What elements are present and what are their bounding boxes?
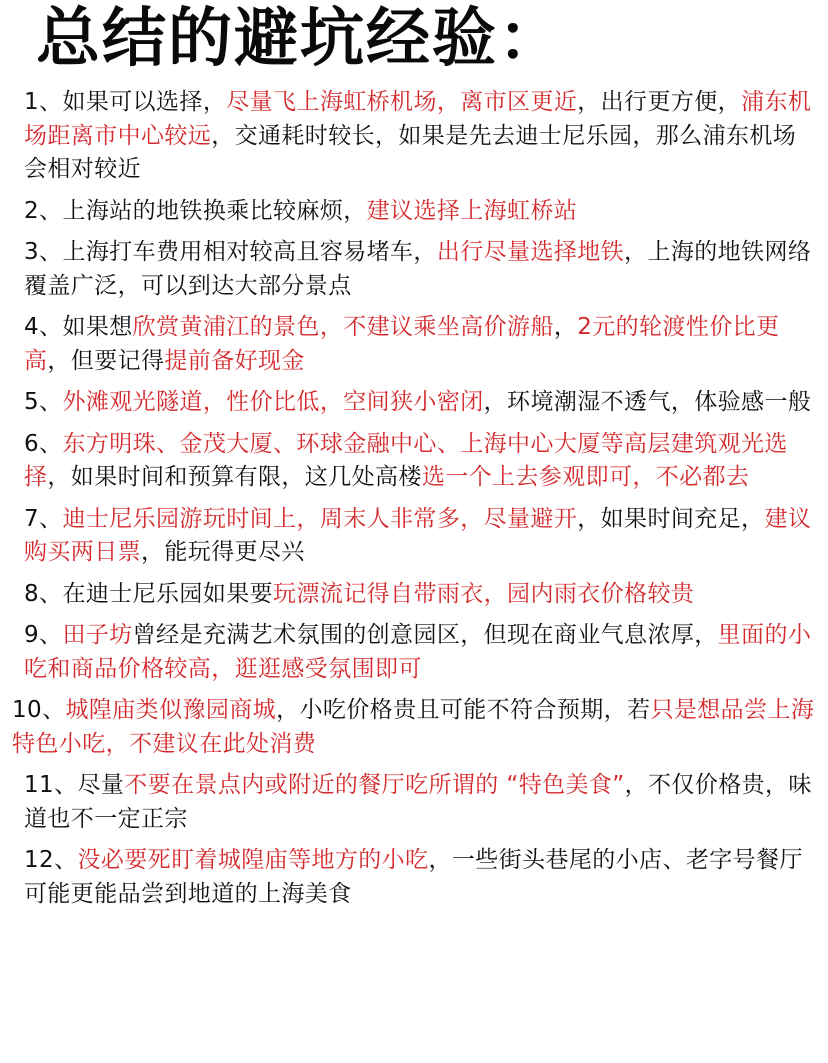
tip-highlight: 外滩观光隧道，性价比低，空间狭小密闭 bbox=[62, 389, 484, 415]
tips-list bbox=[12, 86, 816, 919]
tip-highlight: 欣赏黄浦江的景色，不建议乘坐高价游船 bbox=[132, 314, 554, 340]
tip-item bbox=[12, 311, 816, 378]
tip-item bbox=[12, 619, 816, 686]
tip-text: 如果可以选择， bbox=[62, 89, 227, 115]
tip-highlight: 迪士尼乐园游玩时间上，周末人非常多，尽量避开 bbox=[62, 505, 578, 532]
tip-highlight: 建议选择上海虹桥站 bbox=[366, 197, 578, 224]
page-title: 总结的避坑经验： bbox=[36, 2, 564, 76]
tip-number: 8、 bbox=[24, 580, 63, 607]
tip-highlight: 没必要死盯着城隍庙等地方的小吃 bbox=[77, 847, 429, 873]
tip-text: ，不仅价格贵，味道也不一定正宗 bbox=[24, 772, 812, 832]
tip-item bbox=[12, 503, 816, 570]
tip-text: ，交通耗时较长，如果是先去迪士尼乐园，那么浦东机场会相对较近 bbox=[24, 122, 797, 182]
tip-item bbox=[12, 236, 816, 303]
tip-item bbox=[12, 428, 816, 495]
tip-highlight: 浦东机场距离市中心较远 bbox=[24, 89, 812, 149]
tip-item bbox=[12, 578, 816, 612]
tip-text: ，环境潮湿不透气，体验感一般 bbox=[483, 389, 812, 415]
tip-number: 3、 bbox=[24, 239, 63, 265]
tip-highlight: 田子坊 bbox=[62, 622, 133, 648]
tip-text: ，但要记得 bbox=[47, 347, 165, 374]
tip-text: 尽量 bbox=[77, 772, 125, 798]
tip-highlight: 出行尽量选择地铁 bbox=[436, 239, 625, 265]
tip-number: 9、 bbox=[24, 622, 63, 648]
tip-text: ，出行更方便， bbox=[577, 89, 742, 115]
tip-text: 在迪士尼乐园如果要 bbox=[62, 580, 274, 607]
tip-text: ，能玩得更尽兴 bbox=[141, 539, 305, 565]
tip-number: 7、 bbox=[24, 505, 63, 532]
tip-highlight: 城隍庙类似豫园商城 bbox=[65, 697, 277, 723]
tip-text: ， bbox=[553, 314, 578, 340]
tip-number: 5、 bbox=[24, 389, 63, 415]
tip-item bbox=[12, 769, 816, 836]
tip-highlight: 提前备好现金 bbox=[164, 347, 305, 374]
tip-number: 10、 bbox=[12, 697, 66, 723]
tip-highlight: 尽量飞上海虹桥机场，离市区更近 bbox=[226, 89, 578, 115]
tip-item bbox=[12, 694, 816, 761]
tip-text: 上海打车费用相对较高且容易堵车， bbox=[62, 239, 437, 265]
tip-number: 12、 bbox=[24, 847, 78, 873]
tip-number: 1、 bbox=[24, 89, 63, 115]
tip-text: 上海站的地铁换乘比较麻烦， bbox=[62, 197, 367, 224]
tip-number: 11、 bbox=[24, 772, 78, 798]
tip-number: 2、 bbox=[24, 197, 63, 224]
tip-highlight: 只是想品尝上海特色小吃，不建议在此处消费 bbox=[12, 697, 815, 757]
tip-number: 4、 bbox=[24, 314, 63, 340]
tip-item bbox=[12, 86, 816, 187]
tip-text: 曾经是充满艺术氛围的创意园区，但现在商业气息浓厚， bbox=[132, 622, 718, 648]
tip-highlight: 里面的小吃和商品价格较高，逛逛感受氛围即可 bbox=[24, 622, 812, 682]
tip-number: 6、 bbox=[24, 430, 63, 457]
tip-text: ，如果时间和预算有限，这几处高楼 bbox=[47, 464, 422, 490]
tip-text: 如果想 bbox=[62, 314, 133, 340]
tip-item bbox=[12, 386, 816, 420]
tip-highlight: 不要在景点内或附近的餐厅吃所谓的 “特色美食” bbox=[124, 772, 625, 798]
tip-text: ，小吃价格贵且可能不符合预期，若 bbox=[276, 697, 651, 723]
tip-highlight: 2元的轮渡性价比更高 bbox=[24, 314, 780, 374]
tip-text: ，如果时间充足， bbox=[577, 505, 765, 532]
tip-item bbox=[12, 195, 816, 229]
tip-highlight: 玩漂流记得自带雨衣，园内雨衣价格较贵 bbox=[273, 580, 695, 607]
tip-item bbox=[12, 844, 816, 911]
tip-highlight: 东方明珠、金茂大厦、环球金融中心、上海中心大厦等高层建筑观光选择 bbox=[24, 430, 788, 490]
tip-text: ，上海的地铁网络覆盖广泛，可以到达大部分景点 bbox=[24, 239, 812, 299]
tip-text: ，一些街头巷尾的小店、老字号餐厅可能更能品尝到地道的上海美食 bbox=[24, 847, 803, 907]
tip-highlight: 选一个上去参观即可，不必都去 bbox=[421, 464, 750, 490]
tip-highlight: 建议购买两日票 bbox=[24, 505, 812, 565]
